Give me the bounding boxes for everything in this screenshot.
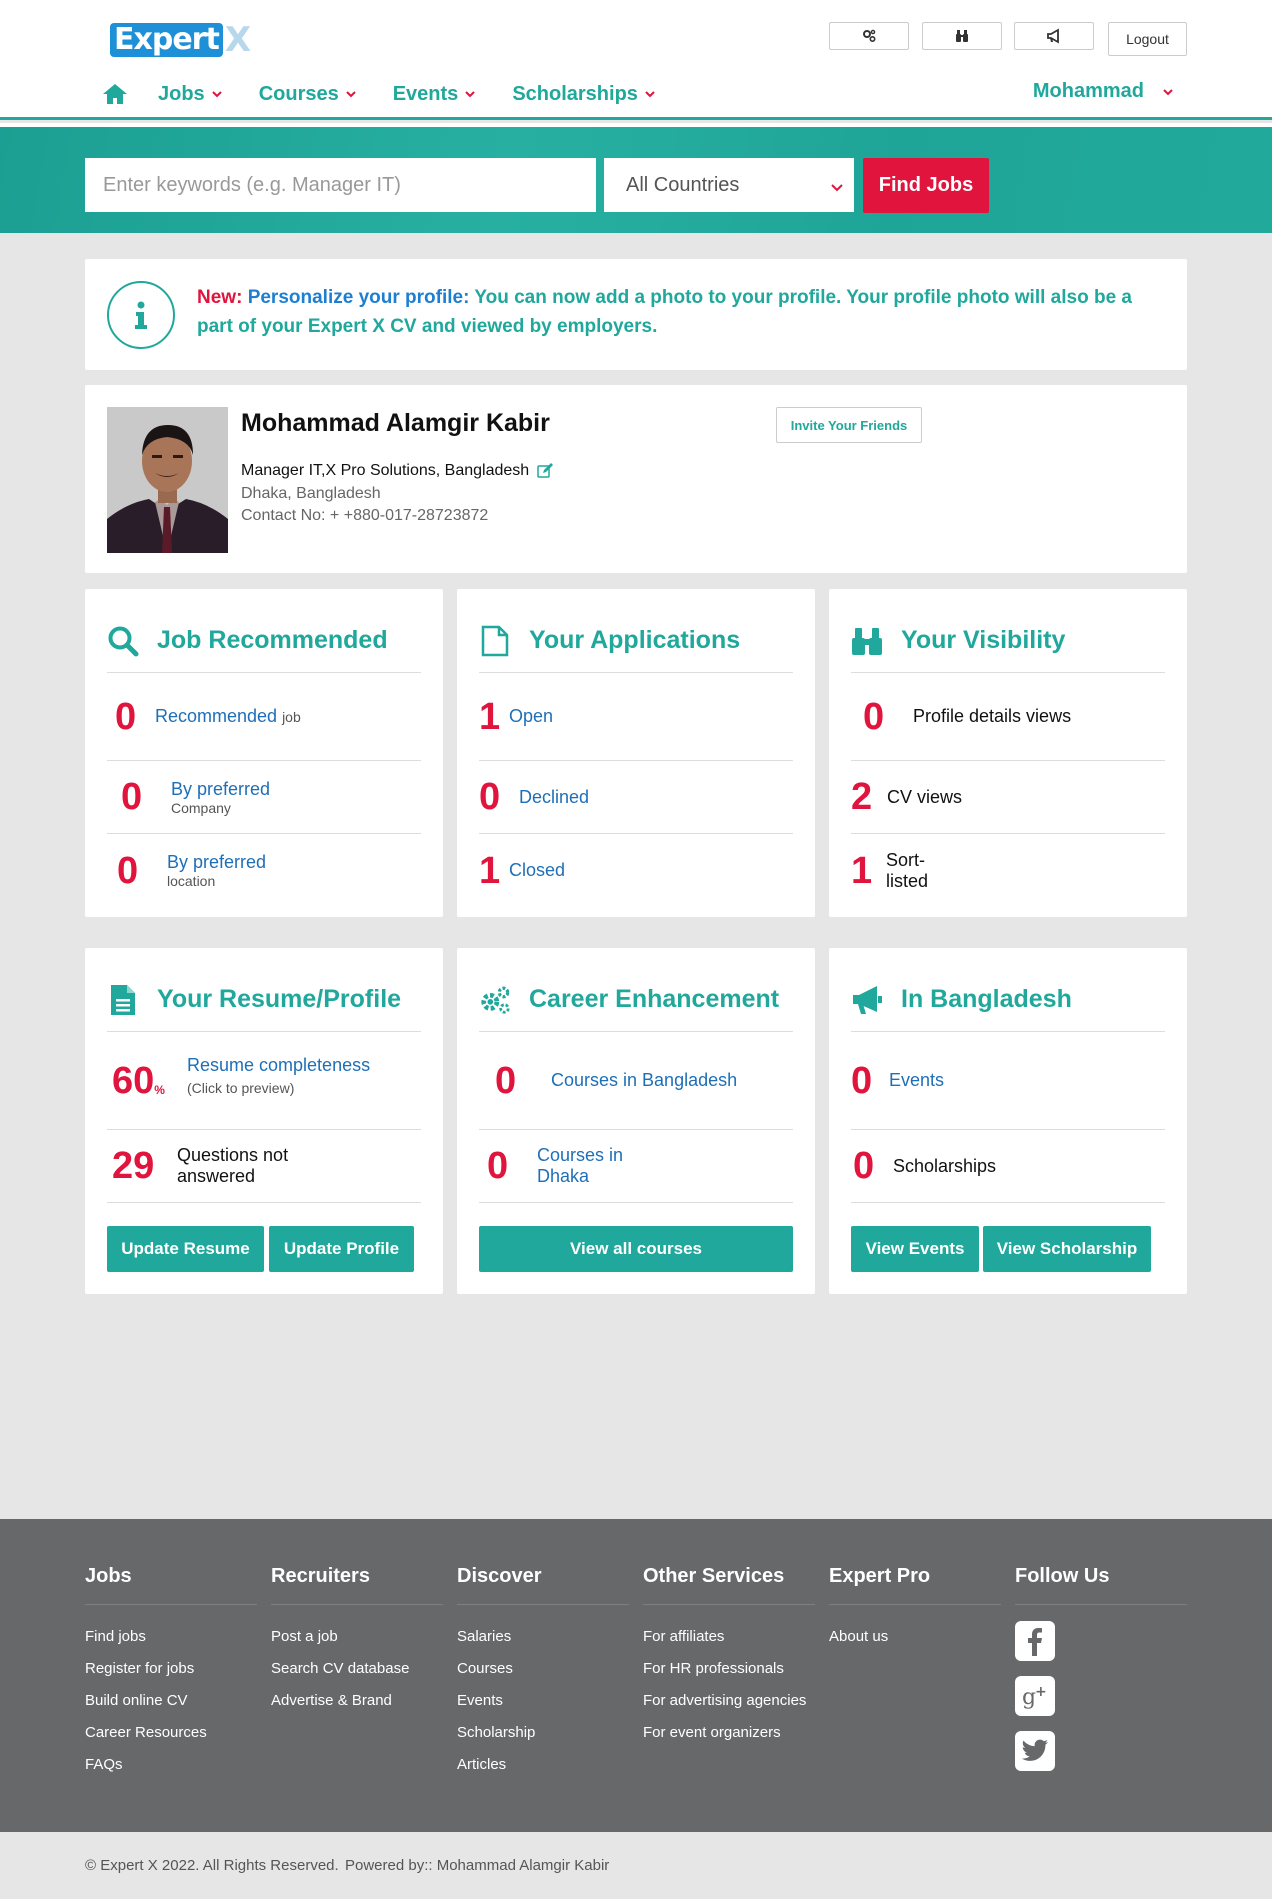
nav-events-label: Events — [392, 82, 459, 105]
card-title — [479, 968, 793, 1032]
find-jobs-button[interactable]: Find Jobs — [863, 158, 989, 213]
update-resume-button[interactable]: Update Resume — [107, 1226, 264, 1272]
footer-link[interactable]: Register for jobs — [85, 1660, 195, 1677]
applications-closed-link[interactable]: Closed — [509, 860, 566, 880]
courses-city-row[interactable] — [479, 1130, 793, 1203]
card-title-label: Job Recommended — [157, 626, 388, 654]
preferred-company-count: 0 — [121, 776, 143, 818]
country-scholarships-row — [851, 1130, 1165, 1203]
footer-link[interactable]: For affiliates — [643, 1628, 725, 1645]
nav-scholarships[interactable] — [512, 83, 656, 106]
card-title — [107, 609, 421, 673]
footer-link[interactable]: FAQs — [85, 1756, 123, 1773]
site-footer — [0, 1519, 1272, 1832]
courses-country-row[interactable] — [479, 1032, 793, 1130]
questions-count: 29 — [112, 1145, 155, 1187]
search-icon — [107, 625, 139, 657]
footer-link[interactable]: About us — [829, 1628, 889, 1645]
edit-icon[interactable] — [537, 463, 553, 479]
chevron-down-icon — [830, 180, 844, 194]
document-icon — [479, 625, 511, 657]
view-scholarship-button[interactable]: View Scholarship — [983, 1226, 1151, 1272]
card-title-label: Your Resume/Profile — [157, 985, 402, 1013]
visibility-button[interactable] — [922, 22, 1002, 50]
footer-link[interactable]: For advertising agencies — [643, 1692, 807, 1709]
notice-highlight[interactable]: Personalize your profile: — [247, 287, 470, 308]
footer-heading: Discover — [457, 1565, 629, 1605]
footer-link[interactable]: Salaries — [457, 1628, 512, 1645]
footer-link[interactable]: Search CV database — [271, 1660, 410, 1677]
card-title-label: Career Enhancement — [529, 985, 780, 1013]
footer-heading: Expert Pro — [829, 1565, 1001, 1605]
main-nav — [100, 76, 692, 112]
shortlisted-label-1: Sort- — [886, 849, 926, 870]
google-plus-icon[interactable] — [1015, 1676, 1055, 1716]
footer-heading: Jobs — [85, 1565, 257, 1605]
recommended-job-link[interactable]: Recommended — [155, 706, 278, 726]
footer-link[interactable]: Advertise & Brand — [271, 1692, 392, 1709]
logout-button[interactable]: Logout — [1108, 22, 1187, 56]
recommended-job-sub: job — [282, 708, 301, 725]
nav-events[interactable] — [393, 83, 477, 106]
user-name: Mohammad — [1032, 80, 1144, 102]
resume-completeness-unit: % — [154, 1082, 165, 1097]
footer-heading: Other Services — [643, 1565, 815, 1605]
country-card — [829, 948, 1187, 1294]
resume-icon — [107, 984, 139, 1016]
search-band — [0, 123, 1272, 233]
country-select-value: All Countries — [626, 173, 740, 196]
footer-col-recruiters — [271, 1565, 443, 1717]
profile-job-text: Manager IT,X Pro Solutions, Bangladesh — [241, 462, 530, 479]
logo-main: Expert — [110, 23, 223, 57]
preferred-company-sub: Company — [171, 799, 231, 816]
footer-link[interactable]: For event organizers — [643, 1724, 781, 1741]
applications-open-link[interactable]: Open — [509, 706, 554, 726]
courses-country-link[interactable]: Courses in Bangladesh — [551, 1070, 738, 1090]
announcements-button[interactable] — [1014, 22, 1094, 50]
country-events-count: 0 — [851, 1059, 873, 1102]
applications-closed-count: 1 — [479, 849, 501, 892]
courses-city-link-2[interactable]: Dhaka — [537, 1166, 590, 1186]
visibility-card — [829, 589, 1187, 917]
footer-heading: Follow Us — [1015, 1565, 1187, 1605]
card-title — [851, 968, 1165, 1032]
profile-views-label: Profile details views — [913, 706, 1072, 726]
keyword-input[interactable] — [85, 158, 596, 212]
applications-declined-count: 0 — [479, 776, 501, 818]
footer-col-follow — [1015, 1565, 1187, 1786]
nav-courses-label: Courses — [258, 82, 339, 105]
resume-completeness-value: 60 — [112, 1059, 155, 1102]
svg-text:+: + — [1035, 1684, 1047, 1700]
home-link[interactable] — [100, 79, 130, 109]
country-events-row[interactable] — [851, 1032, 1165, 1130]
resume-preview-hint: (Click to preview) — [187, 1080, 295, 1096]
binoculars-icon — [954, 28, 970, 44]
country-select[interactable] — [604, 158, 854, 212]
card-title-label: Your Visibility — [901, 626, 1066, 654]
footer-col-other — [643, 1565, 815, 1749]
footer-link[interactable]: Events — [457, 1692, 503, 1709]
applications-closed-row[interactable] — [479, 834, 793, 907]
user-menu[interactable] — [1033, 80, 1174, 103]
facebook-icon[interactable] — [1015, 1621, 1055, 1661]
cv-views-count: 2 — [851, 776, 873, 818]
binoculars-icon — [851, 625, 883, 657]
logo[interactable] — [110, 22, 251, 58]
applications-card — [457, 589, 815, 917]
footer-link[interactable]: Career Resources — [85, 1724, 207, 1741]
card-title-label: Your Applications — [529, 626, 741, 654]
settings-button[interactable] — [829, 22, 909, 50]
preferred-company-row[interactable] — [107, 761, 421, 834]
home-icon — [102, 82, 128, 106]
card-title-label: In Bangladesh — [901, 985, 1072, 1013]
footer-link[interactable]: Articles — [457, 1756, 507, 1773]
card-title — [851, 609, 1165, 673]
nav-scholarships-label: Scholarships — [512, 82, 638, 105]
view-events-button[interactable]: View Events — [851, 1226, 979, 1272]
profile-panel — [85, 385, 1187, 573]
notice-message: You can now add a photo to your profile. Your profile photo will also be a part of your Expert X CV and viewed by employers. — [197, 287, 1132, 337]
footer-col-pro — [829, 1565, 1001, 1653]
notice-text — [197, 283, 1157, 341]
resume-completeness-link[interactable]: Resume completeness — [187, 1055, 371, 1075]
card-title — [107, 968, 421, 1032]
career-card — [457, 948, 815, 1294]
profile-job — [241, 462, 553, 480]
footer-link[interactable]: Find jobs — [85, 1628, 146, 1645]
profile-location: Dhaka, Bangladesh — [241, 485, 381, 502]
cv-views-row — [851, 761, 1165, 834]
profile-views-count: 0 — [863, 695, 885, 738]
preferred-location-sub: location — [167, 873, 216, 889]
preferred-location-count: 0 — [117, 849, 139, 892]
powered-by-text: Powered by:: Mohammad Alamgir Kabir — [345, 1857, 610, 1874]
nav-courses[interactable] — [259, 83, 357, 106]
nav-jobs-label: Jobs — [158, 82, 205, 105]
site-header — [0, 0, 1272, 120]
profile-photo[interactable] — [107, 407, 228, 553]
invite-friends-button[interactable]: Invite Your Friends — [776, 407, 922, 443]
chevron-down-icon — [211, 88, 223, 100]
footer-link[interactable]: Post a job — [271, 1628, 338, 1645]
megaphone-icon — [851, 984, 883, 1016]
questions-label-2: answered — [177, 1166, 256, 1186]
country-scholarships-count: 0 — [853, 1145, 875, 1187]
chevron-down-icon — [1162, 86, 1174, 98]
recommended-job-row[interactable] — [107, 673, 421, 761]
card-title — [479, 609, 793, 673]
applications-declined-row[interactable] — [479, 761, 793, 834]
svg-text:g: g — [1022, 1685, 1037, 1710]
resume-completeness-row[interactable] — [107, 1032, 421, 1130]
footer-link[interactable]: Build online CV — [85, 1692, 188, 1709]
footer-link[interactable]: Scholarship — [457, 1724, 536, 1741]
gears-icon — [861, 28, 877, 44]
chevron-down-icon — [464, 88, 476, 100]
nav-jobs[interactable] — [158, 83, 223, 106]
copyright-text: © Expert X 2022. All Rights Reserved. — [85, 1857, 339, 1874]
country-events-link[interactable]: Events — [889, 1070, 945, 1090]
update-profile-button[interactable]: Update Profile — [269, 1226, 414, 1272]
twitter-icon[interactable] — [1015, 1731, 1055, 1771]
info-icon — [107, 281, 175, 349]
applications-open-count: 1 — [479, 695, 501, 738]
footer-link[interactable]: Courses — [457, 1660, 513, 1677]
courses-city-link-1[interactable]: Courses in — [537, 1145, 624, 1165]
footer-col-jobs — [85, 1565, 257, 1781]
shortlisted-row — [851, 834, 1165, 907]
footer-heading: Recruiters — [271, 1565, 443, 1605]
profile-views-row — [851, 673, 1165, 761]
gears-icon — [479, 984, 511, 1016]
questions-label-1: Questions not — [177, 1145, 289, 1165]
cv-views-label: CV views — [887, 786, 963, 807]
recommended-job-count: 0 — [115, 695, 137, 738]
notice-panel — [85, 259, 1187, 370]
view-all-courses-button[interactable]: View all courses — [479, 1226, 793, 1272]
shortlisted-label-2: listed — [886, 870, 929, 891]
resume-card — [85, 948, 443, 1294]
questions-row — [107, 1130, 421, 1203]
courses-city-count: 0 — [487, 1145, 509, 1187]
applications-open-row[interactable] — [479, 673, 793, 761]
profile-name: Mohammad Alamgir Kabir — [241, 409, 550, 437]
footer-link[interactable]: For HR professionals — [643, 1660, 784, 1677]
notice-new: New: — [197, 287, 243, 308]
country-scholarships-label: Scholarships — [893, 1155, 997, 1176]
profile-contact: Contact No: + +880-017-28723872 — [241, 507, 489, 524]
shortlisted-count: 1 — [851, 849, 873, 892]
chevron-down-icon — [345, 88, 357, 100]
chevron-down-icon — [644, 88, 656, 100]
preferred-location-row[interactable] — [107, 834, 421, 907]
copyright-bar — [0, 1832, 1272, 1899]
logo-x: X — [224, 20, 252, 60]
job-recommended-card — [85, 589, 443, 917]
footer-col-discover — [457, 1565, 629, 1781]
preferred-location-link[interactable]: By preferred — [167, 852, 267, 872]
preferred-company-link[interactable]: By preferred — [171, 778, 271, 799]
applications-declined-link[interactable]: Declined — [519, 786, 590, 807]
megaphone-icon — [1046, 28, 1062, 44]
courses-country-count: 0 — [495, 1059, 517, 1102]
